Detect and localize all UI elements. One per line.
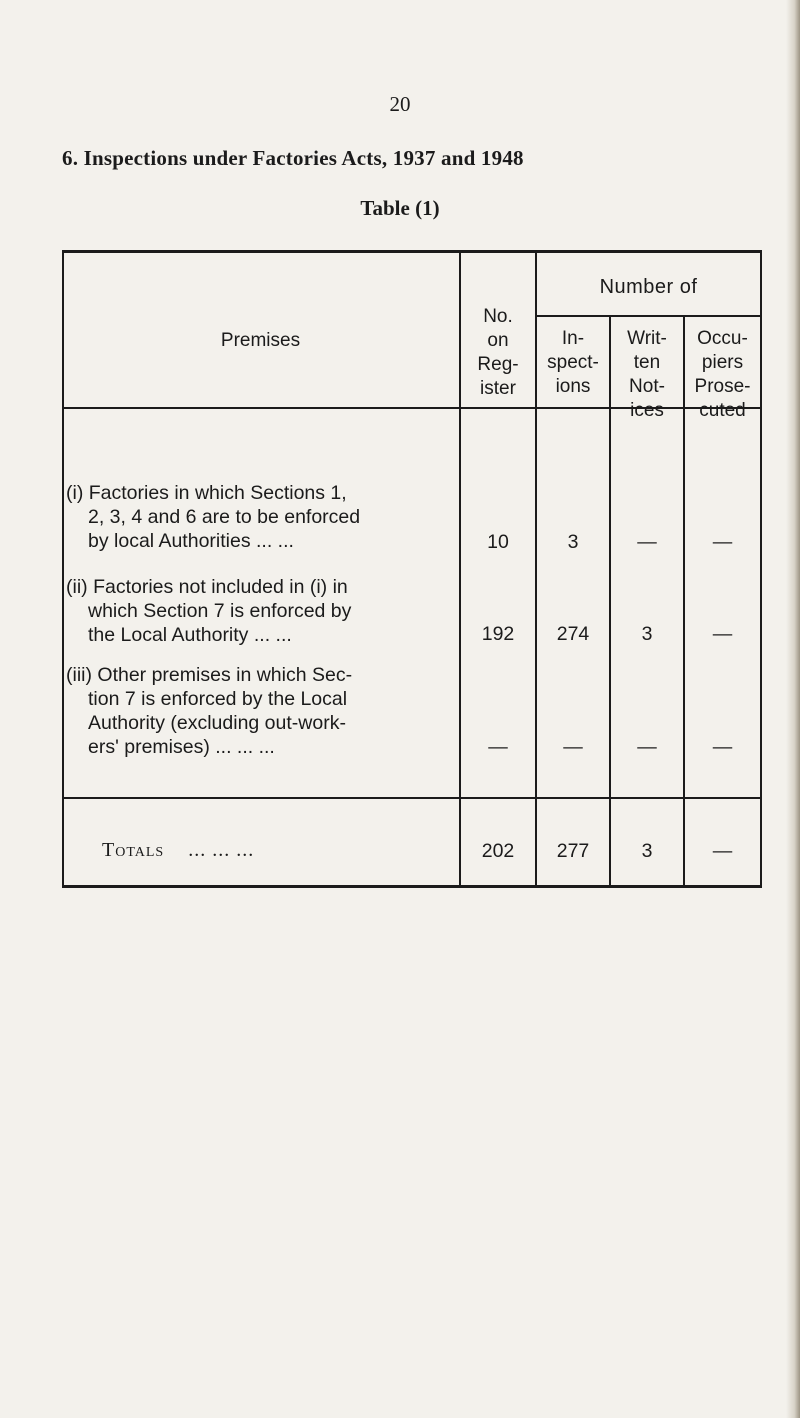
row-premises-line: tion 7 is enforced by the Local xyxy=(88,688,348,710)
row-premises-line: (ii) Factories not included in (i) in xyxy=(66,576,348,598)
row-premises-line: ers' premises) ... ... ... xyxy=(88,736,275,758)
row-premises-line: (i) Factories in which Sections 1, xyxy=(66,482,347,504)
totals-label xyxy=(102,839,422,862)
totals-written-notices: 3 xyxy=(641,840,653,862)
row-registered: 192 xyxy=(481,623,515,645)
header-prosecuted-line: piers xyxy=(701,352,744,373)
totals-label-text: Totals xyxy=(102,839,165,861)
header-written-notices-line: ten xyxy=(633,352,661,373)
row-premises xyxy=(66,663,456,759)
section-title: 6. Inspections under Factories Acts, 1937 and 1948 xyxy=(62,146,524,170)
totals-divider xyxy=(62,797,762,799)
row-premises-line: by local Authorities ... ... xyxy=(88,530,294,552)
row-premises-line: (iii) Other premises in which Sec- xyxy=(66,664,353,686)
header-written-notices-line: Writ- xyxy=(627,328,667,349)
header-inspections-line: spect- xyxy=(547,352,599,373)
table-title: Table (1) xyxy=(360,196,440,220)
row-premises-line: Authority (excluding out-work- xyxy=(88,712,346,734)
page-number: 20 xyxy=(389,92,411,116)
row-registered: 10 xyxy=(487,531,509,553)
row-inspections: — xyxy=(563,736,583,758)
header-prosecuted-line: cuted xyxy=(699,400,746,421)
row-written-notices: 3 xyxy=(641,623,653,645)
header-registered-line: ister xyxy=(480,378,516,399)
number-of-underline xyxy=(535,315,762,317)
header-prosecuted-line: Occu- xyxy=(697,328,748,349)
row-prosecuted: — xyxy=(712,623,733,645)
row-written-notices: — xyxy=(637,736,657,758)
totals-registered: 202 xyxy=(481,840,515,862)
header-number-of: Number of xyxy=(599,276,698,298)
header-registered-line: Reg- xyxy=(477,354,519,375)
row-registered: — xyxy=(488,736,508,758)
header-inspections-line: In- xyxy=(561,328,585,349)
row-premises-line: 2, 3, 4 and 6 are to be enforced xyxy=(88,506,361,528)
row-written-notices: — xyxy=(637,531,657,553)
row-premises xyxy=(66,575,456,647)
header-prosecuted-line: Prose- xyxy=(694,376,751,397)
header-written-notices-line: Not- xyxy=(629,376,665,397)
totals-prosecuted: — xyxy=(712,840,733,862)
totals-leader-dots: ... ... ... xyxy=(188,839,255,861)
inspections-table xyxy=(62,250,762,888)
header-prosecuted xyxy=(685,327,760,423)
header-registered xyxy=(461,305,535,401)
row-inspections: 274 xyxy=(556,623,590,645)
header-written-notices-line: ices xyxy=(630,400,664,421)
header-inspections xyxy=(537,327,609,399)
row-inspections: 3 xyxy=(567,531,579,553)
row-prosecuted: — xyxy=(712,736,733,758)
totals-inspections: 277 xyxy=(556,840,590,862)
row-prosecuted: — xyxy=(712,531,733,553)
header-written-notices xyxy=(611,327,683,423)
row-premises-line: which Section 7 is enforced by xyxy=(88,600,352,622)
header-registered-line: on xyxy=(487,330,509,351)
header-inspections-line: ions xyxy=(555,376,591,397)
row-premises xyxy=(66,481,456,553)
header-premises: Premises xyxy=(220,330,301,351)
row-premises-line: the Local Authority ... ... xyxy=(88,624,292,646)
table-border-right xyxy=(760,253,762,885)
header-registered-line: No. xyxy=(483,306,513,327)
